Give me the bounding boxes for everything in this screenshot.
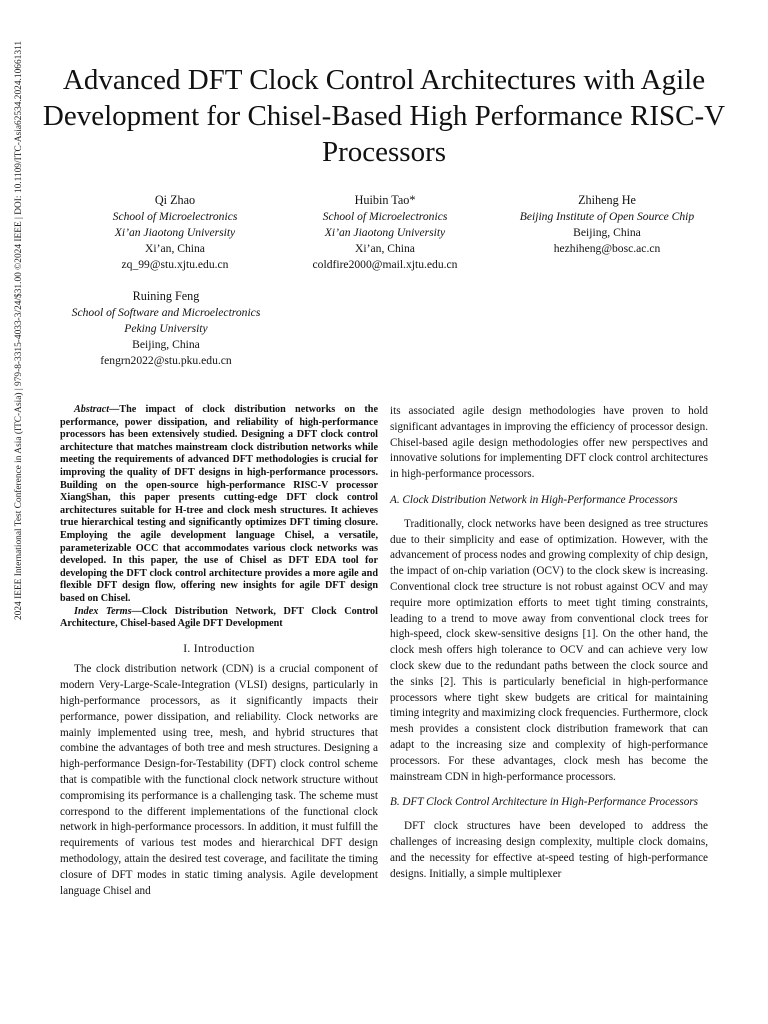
author-email: coldfire2000@mail.xjtu.edu.cn [312, 258, 458, 271]
introduction-paragraph-continued: its associated agile design methodologies have proven to hold significant advantages in improving the efficiency of processor design. Chisel-based agile design methodologies offer new perspectives and innovative solutions for implementing DFT clock control architectures in high-performance processors. [390, 405, 708, 481]
doi-sidebar: 2024 IEEE International Test Conference in Asia (ITC-Asia) | 979-8-3315-4033-3/24/$31.00 ©2024 IEEE | DOI: 10.1109/ITC-Asia62534.2024.10661311 [14, 40, 24, 620]
author-name: Huibin Tao* [354, 193, 416, 207]
index-terms-label: Index Terms [74, 605, 132, 617]
author-email: hezhiheng@bosc.ac.cn [553, 242, 661, 255]
section-heading-introduction: I. Introduction [183, 641, 255, 655]
subsection-heading-b: B. DFT Clock Control Architecture in High-Performance Processors [390, 796, 699, 809]
author-location: Beijing, China [132, 338, 200, 351]
subsection-a-paragraph: Traditionally, clock networks have been designed as tree structures due to their simplicity and ease of optimization. However, with the advancement of process nodes and growing complexity of chip design, the impact of on-chip variation (OCV) to the clock skew is increasing. Conventional clock tree structure is not robust against OCV and may require more optimization efforts to meet tight timing constraints, leading to a trend to move away from conventional clock trees for high-speed, clock skew-sensitive designs [1]. On the other hand, the clock mesh offers high tolerance to OCV and can achieve very low clock skew due to the redundant paths between the clock source and the sinks [2]. This is particularly beneficial in high-performance processors where tight skew budgets are critical for maintaining timing integrity and maximizing clock frequencies. Furthermore, clock mesh provides a consistent clock distribution framework that can adapt to the increasing size and complexity of high-performance processors. For these advantages, clock mesh has become the mainstream CDN in high-performance processors. [390, 517, 708, 783]
author-name: Ruining Feng [132, 289, 200, 303]
author-affiliation: Beijing Institute of Open Source Chip [519, 210, 695, 223]
author-block-1 [100, 192, 250, 273]
author-affiliation: Xi’an Jiaotong University [324, 226, 446, 239]
left-column [60, 404, 378, 899]
right-column [390, 404, 708, 882]
author-affiliation: Xi’an Jiaotong University [114, 226, 236, 239]
subsection-b-paragraph: DFT clock structures have been developed to address the challenges of increasing design complexity, multiple clock domains, and the necessity for effective at-speed testing of high-performance designs. Initially, a simple multiplexer [390, 820, 708, 880]
author-block-4 [50, 288, 282, 369]
author-location: Beijing, China [573, 226, 641, 239]
author-name: Zhiheng He [578, 193, 636, 207]
author-affiliation: School of Software and Microelectronics [71, 306, 261, 319]
author-location: Xi’an, China [355, 242, 415, 255]
author-block-2 [290, 192, 480, 273]
abstract [60, 404, 378, 606]
author-affiliation: School of Microelectronics [112, 210, 238, 223]
author-email: fengrn2022@stu.pku.edu.cn [100, 354, 232, 367]
abstract-label: Abstract [74, 404, 110, 415]
author-location: Xi’an, China [145, 242, 205, 255]
author-block-3 [496, 192, 718, 257]
author-affiliation: School of Microelectronics [322, 210, 448, 223]
author-name: Qi Zhao [154, 193, 196, 207]
introduction-paragraph: The clock distribution network (CDN) is a crucial component of modern Very-Large-Scale-Integration (VLSI) designs, particularly in high-performance processors, as it significantly impacts their performance, power dissipation, and reliability. Clock networks are mainly implemented using tree, mesh, and hybrid structures that combine the advantages of both tree and mesh structures. Designing a high-performance Design-for-Testability (DFT) clock control scheme that is compatible with the functional clock network structure without compromising its performance is a challenging task. The scheme must correspond to the different implementations of the functional clock network in high-performance processors. In addition, it must fulfill the requirements of various test modes and hierarchical DFT design methodology, attain the desired test coverage, and facilitate the timing closure of DFT modes in static timing analysis. Agile development language Chisel and [60, 663, 378, 897]
index-terms [60, 606, 378, 631]
author-affiliation: Peking University [124, 322, 208, 335]
subsection-heading-a: A. Clock Distribution Network in High-Performance Processors [390, 493, 678, 506]
author-email: zq_99@stu.xjtu.edu.cn [121, 258, 229, 271]
paper-title: Advanced DFT Clock Control Architectures with Agile Development for Chisel-Based High Performance RISC-V Processors [42, 64, 726, 168]
index-terms-text: —Clock Distribution Network, DFT Clock Control Architecture, Chisel-based Agile DFT Development [60, 605, 378, 630]
abstract-text: —The impact of clock distribution networks on the performance, power dissipation, and reliability of high-performance processors has been extensively studied. Designing a DFT clock control architecture that matches mainstream clock distribution networks while meeting the requirements of advanced DFT methodologies is crucial for improving the quality of DFT designs in high-performance processors. Building on the open-source high-performance RISC-V processor XiangShan, this paper presents cutting-edge DFT clock control architectures suitable for H-tree and clock mesh structures. It achieves true hierarchical testing and significantly optimizes DFT timing closure. Employing the agile development language Chisel, a versatile, parameterizable OCC that accommodates various clock networks was developed. In this paper, the use of Chisel as DFT EDA tool for developing the DFT clock control architecture provides a more agile and flexible DFT design flow, offering new insights for agile DFT design based on Chisel. [60, 404, 378, 604]
